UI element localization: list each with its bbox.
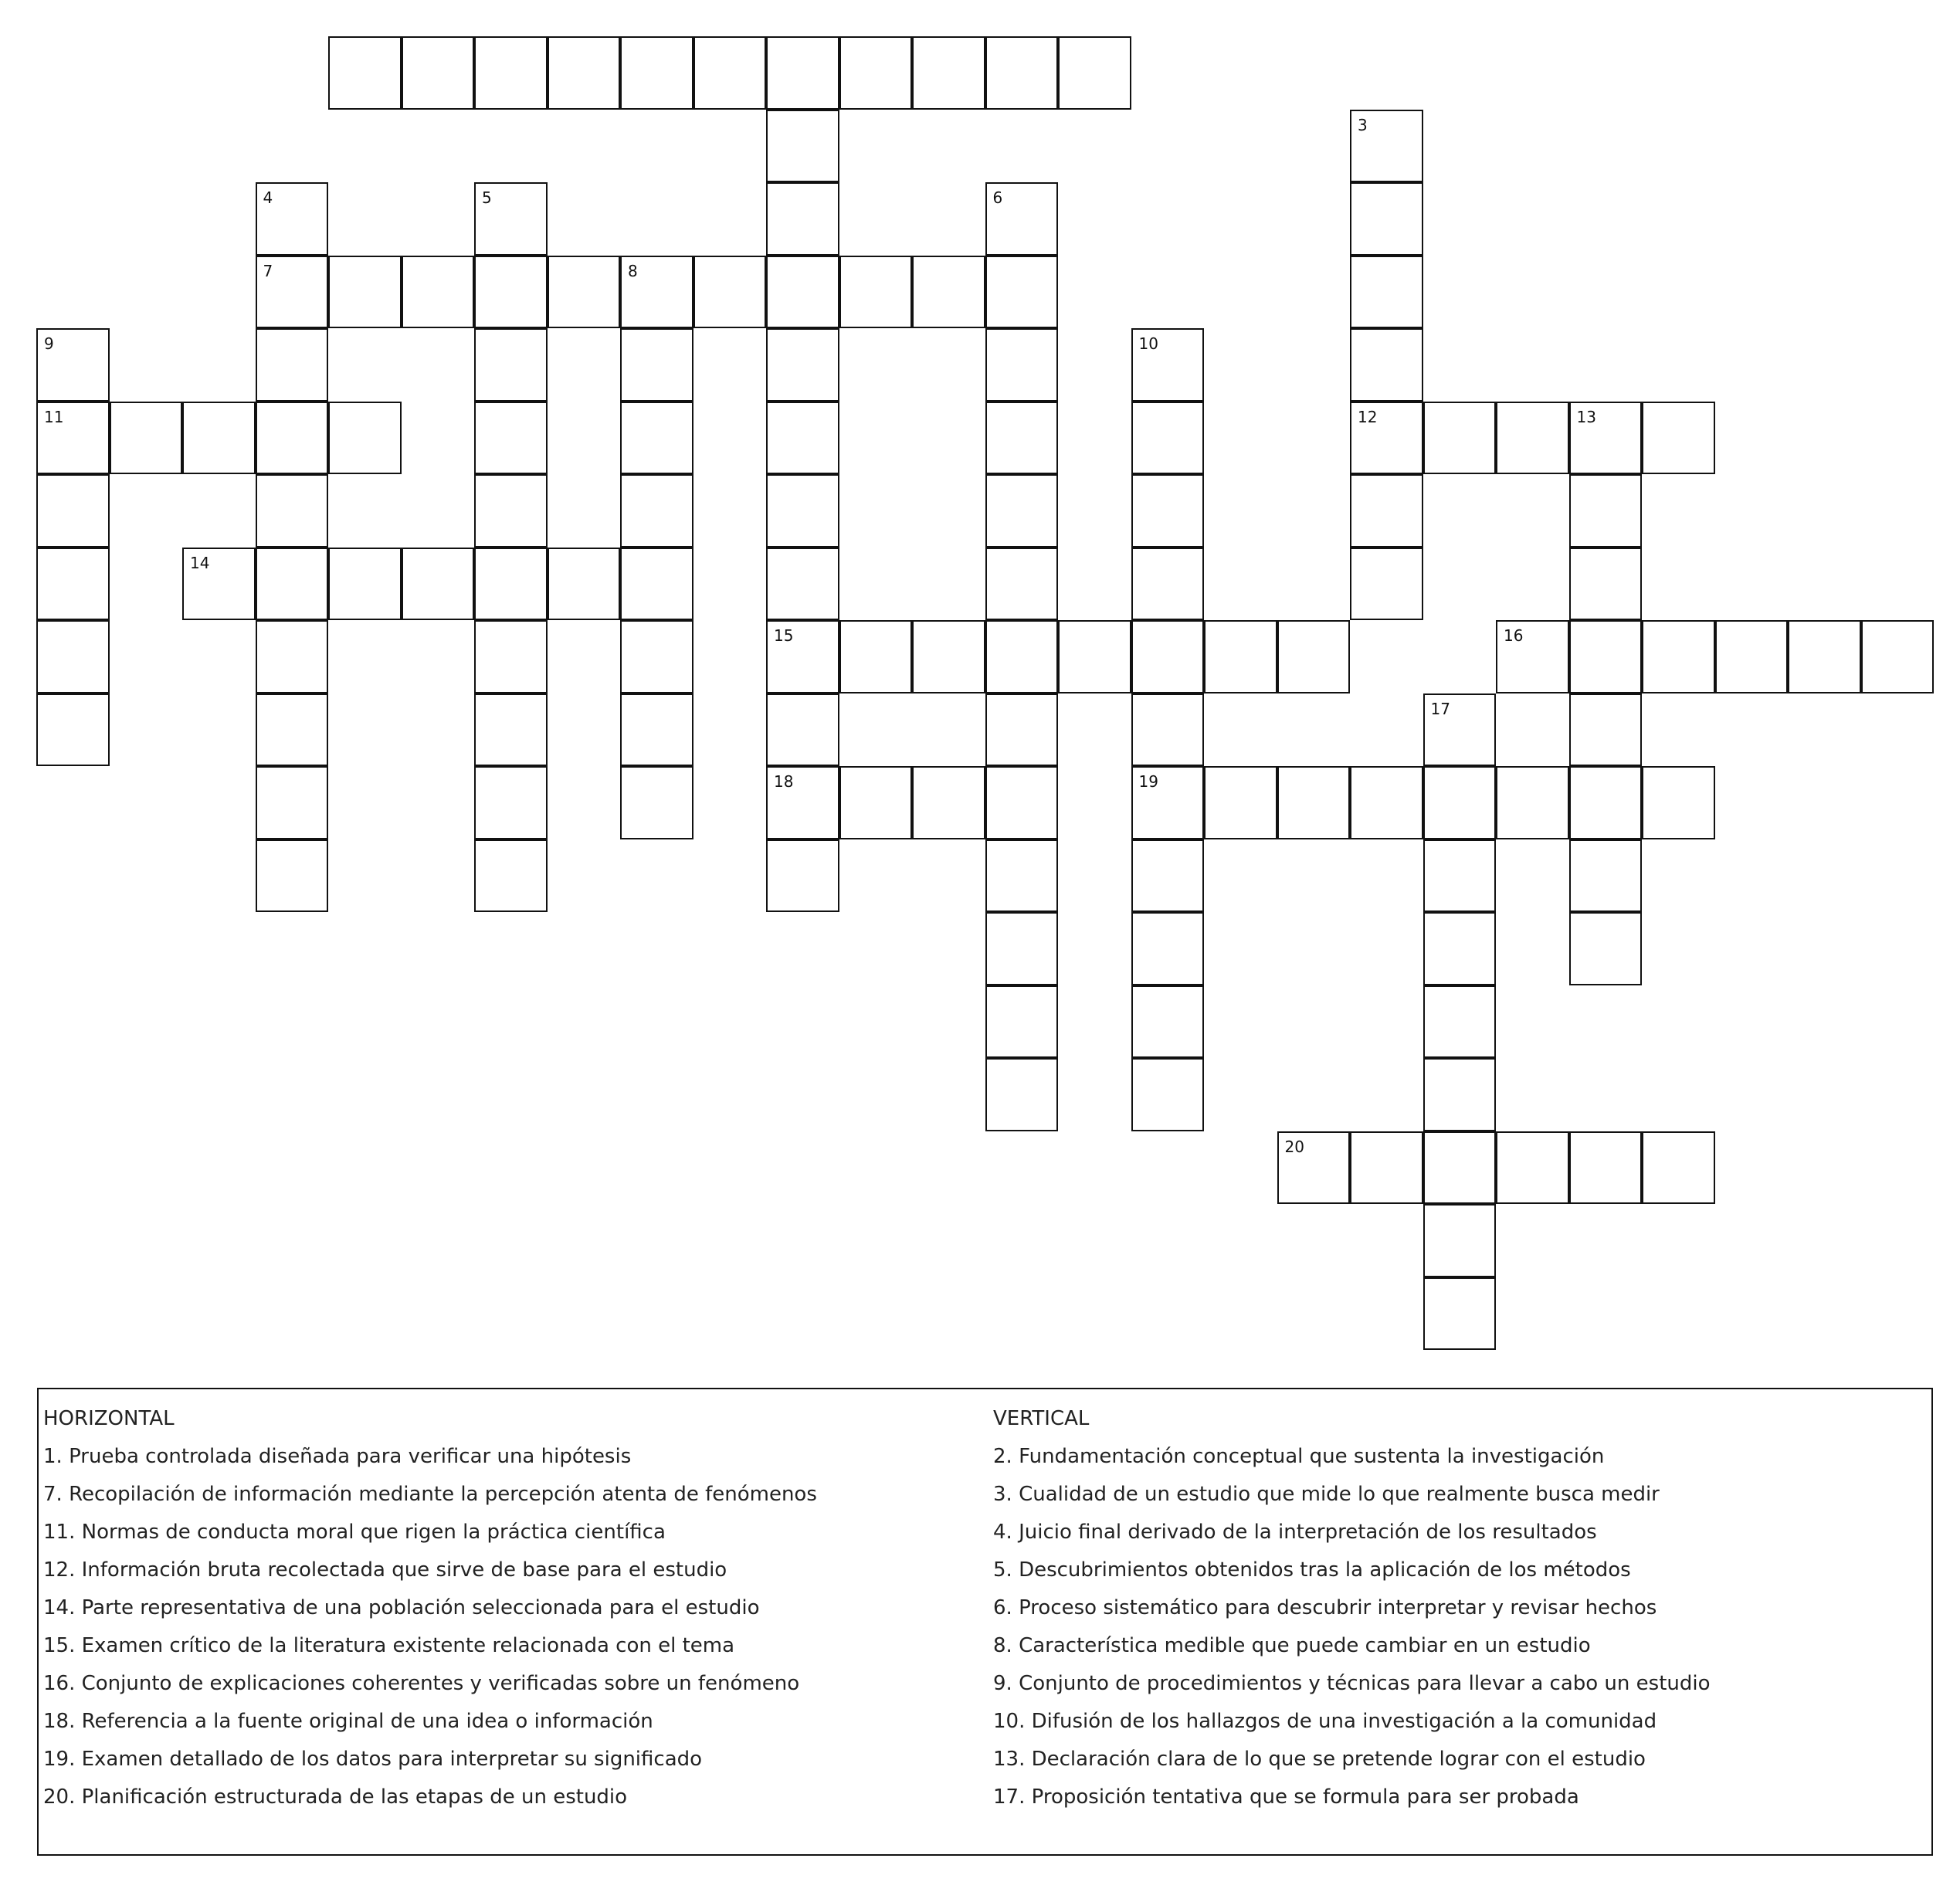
cell-number: 14 [190, 553, 210, 572]
grid-cell[interactable] [1642, 620, 1715, 693]
clue-horizontal-15: 15. Examen crítico de la literatura existente relacionada con el tema [43, 1634, 735, 1657]
grid-cell[interactable] [985, 548, 1059, 621]
grid-cell[interactable] [766, 36, 839, 110]
grid-cell[interactable] [402, 36, 475, 110]
vertical-title: VERTICAL [993, 1407, 1090, 1430]
clue-horizontal-11: 11. Normas de conducta moral que rigen la práctica científica [43, 1521, 666, 1544]
grid-cell[interactable] [912, 620, 985, 693]
grid-cell[interactable] [1569, 548, 1643, 621]
grid-cell[interactable] [912, 36, 985, 110]
cell-number: 3 [1358, 115, 1368, 134]
cell-11[interactable] [36, 402, 110, 475]
grid-cell[interactable] [766, 110, 839, 183]
grid-cell[interactable] [474, 474, 548, 548]
grid-cell[interactable] [1496, 402, 1569, 475]
grid-cell[interactable] [36, 693, 110, 767]
grid-cell[interactable] [620, 328, 693, 402]
cell-number: 10 [1138, 334, 1158, 353]
grid-cell[interactable] [1350, 474, 1423, 548]
grid-cell[interactable] [328, 36, 402, 110]
grid-cell[interactable] [474, 620, 548, 693]
cell-number: 8 [628, 261, 638, 280]
grid-cell[interactable] [912, 256, 985, 329]
grid-cell[interactable] [620, 766, 693, 839]
grid-cell[interactable] [256, 766, 329, 839]
grid-cell[interactable] [1715, 620, 1789, 693]
grid-cell[interactable] [1642, 766, 1715, 839]
grid-cell[interactable] [1861, 620, 1935, 693]
grid-cell[interactable] [1131, 912, 1205, 985]
grid-cell[interactable] [766, 182, 839, 256]
grid-cell[interactable] [1423, 985, 1497, 1059]
grid-cell[interactable] [1058, 36, 1131, 110]
grid-cell[interactable] [1131, 548, 1205, 621]
grid-cell[interactable] [1204, 766, 1277, 839]
clue-vertical-4: 4. Juicio final derivado de la interpretación de los resultados [993, 1521, 1597, 1544]
clue-horizontal-14: 14. Parte representativa de una población seleccionada para el estudio [43, 1596, 760, 1619]
grid-cell[interactable] [985, 839, 1059, 913]
grid-cell[interactable] [548, 256, 621, 329]
cell-10[interactable] [1131, 328, 1205, 402]
grid-cell[interactable] [985, 328, 1059, 402]
grid-cell[interactable] [985, 985, 1059, 1059]
grid-cell[interactable] [1277, 620, 1351, 693]
grid-cell[interactable] [620, 36, 693, 110]
grid-cell[interactable] [1788, 620, 1861, 693]
cell-number: 4 [263, 188, 273, 207]
grid-cell[interactable] [1569, 912, 1643, 985]
clue-horizontal-19: 19. Examen detallado de los datos para interpretar su significado [43, 1748, 703, 1771]
cell-number: 9 [44, 334, 54, 353]
grid-cell[interactable] [985, 766, 1059, 839]
grid-cell[interactable] [620, 693, 693, 767]
grid-cell[interactable] [402, 548, 475, 621]
grid-cell[interactable] [766, 839, 839, 913]
grid-cell[interactable] [256, 328, 329, 402]
horizontal-clues [43, 1400, 985, 1816]
grid-cell[interactable] [985, 912, 1059, 985]
cell-number: 16 [1504, 626, 1524, 645]
clue-vertical-6: 6. Proceso sistemático para descubrir interpretar y revisar hechos [993, 1596, 1657, 1619]
grid-cell[interactable] [328, 548, 402, 621]
grid-cell[interactable] [620, 620, 693, 693]
cell-19[interactable] [1131, 766, 1205, 839]
cell-17[interactable] [1423, 693, 1497, 767]
cell-18[interactable] [766, 766, 839, 839]
grid-cell[interactable] [1350, 766, 1423, 839]
grid-cell[interactable] [1350, 1131, 1423, 1205]
grid-cell[interactable] [1423, 402, 1497, 475]
grid-cell[interactable] [1131, 839, 1205, 913]
grid-cell[interactable] [1350, 256, 1423, 329]
grid-cell[interactable] [1423, 1131, 1497, 1205]
cell-9[interactable] [36, 328, 110, 402]
grid-cell[interactable] [474, 766, 548, 839]
cell-number: 15 [774, 626, 794, 645]
grid-cell[interactable] [1131, 1058, 1205, 1131]
grid-cell[interactable] [766, 256, 839, 329]
grid-cell[interactable] [1350, 328, 1423, 402]
grid-cell[interactable] [985, 402, 1059, 475]
grid-cell[interactable] [766, 474, 839, 548]
grid-cell[interactable] [985, 620, 1059, 693]
grid-cell[interactable] [1058, 620, 1131, 693]
clue-vertical-8: 8. Característica medible que puede cambiar en un estudio [993, 1634, 1591, 1657]
cell-20[interactable] [1277, 1131, 1351, 1205]
clue-horizontal-18: 18. Referencia a la fuente original de una idea o información [43, 1710, 653, 1733]
clue-horizontal-12: 12. Información bruta recolectada que sirve de base para el estudio [43, 1558, 727, 1582]
cell-6[interactable] [985, 182, 1059, 256]
grid-cell[interactable] [1569, 474, 1643, 548]
grid-cell[interactable] [1423, 1277, 1497, 1351]
cell-7[interactable] [256, 256, 329, 329]
grid-cell[interactable] [474, 256, 548, 329]
cell-14[interactable] [182, 548, 256, 621]
grid-cell[interactable] [766, 402, 839, 475]
cell-number: 6 [992, 188, 1003, 207]
grid-cell[interactable] [256, 402, 329, 475]
clues-panel [37, 1388, 1933, 1856]
grid-cell[interactable] [474, 693, 548, 767]
grid-cell[interactable] [256, 693, 329, 767]
grid-cell[interactable] [693, 256, 767, 329]
grid-cell[interactable] [256, 474, 329, 548]
grid-cell[interactable] [693, 36, 767, 110]
grid-cell[interactable] [839, 36, 913, 110]
cell-5[interactable] [474, 182, 548, 256]
clue-vertical-3: 3. Cualidad de un estudio que mide lo que realmente busca medir [993, 1483, 1660, 1506]
clue-horizontal-1: 1. Prueba controlada diseñada para verificar una hipótesis [43, 1445, 632, 1468]
grid-cell[interactable] [912, 766, 985, 839]
clue-vertical-10: 10. Difusión de los hallazgos de una investigación a la comunidad [993, 1710, 1657, 1733]
grid-cell[interactable] [985, 256, 1059, 329]
grid-cell[interactable] [548, 36, 621, 110]
grid-cell[interactable] [1350, 548, 1423, 621]
cell-12[interactable] [1350, 402, 1423, 475]
grid-cell[interactable] [985, 1058, 1059, 1131]
grid-cell[interactable] [1277, 766, 1351, 839]
grid-cell[interactable] [474, 839, 548, 913]
grid-cell[interactable] [1423, 1204, 1497, 1277]
grid-cell[interactable] [1131, 693, 1205, 767]
grid-cell[interactable] [328, 256, 402, 329]
clue-vertical-2: 2. Fundamentación conceptual que sustenta la investigación [993, 1445, 1605, 1468]
cell-16[interactable] [1496, 620, 1569, 693]
grid-cell[interactable] [36, 474, 110, 548]
grid-cell[interactable] [620, 402, 693, 475]
grid-cell[interactable] [36, 548, 110, 621]
cell-number: 20 [1284, 1137, 1304, 1156]
clue-horizontal-20: 20. Planificación estructurada de las etapas de un estudio [43, 1785, 628, 1809]
grid-cell[interactable] [1423, 839, 1497, 913]
grid-cell[interactable] [1569, 693, 1643, 767]
clue-vertical-17: 17. Proposición tentativa que se formula para ser probada [993, 1785, 1579, 1809]
grid-cell[interactable] [1569, 766, 1643, 839]
grid-cell[interactable] [1131, 620, 1205, 693]
cell-number: 11 [44, 407, 64, 426]
cell-number: 7 [263, 261, 273, 280]
clue-horizontal-7: 7. Recopilación de información mediante la percepción atenta de fenómenos [43, 1483, 817, 1506]
grid-cell[interactable] [1569, 1131, 1643, 1205]
cell-8[interactable] [620, 256, 693, 329]
vertical-clues [993, 1400, 1920, 1816]
grid-cell[interactable] [474, 328, 548, 402]
grid-cell[interactable] [1423, 1058, 1497, 1131]
cell-number: 19 [1138, 772, 1158, 791]
grid-cell[interactable] [256, 839, 329, 913]
grid-cell[interactable] [1131, 474, 1205, 548]
grid-cell[interactable] [620, 548, 693, 621]
grid-cell[interactable] [474, 402, 548, 475]
clue-vertical-13: 13. Declaración clara de lo que se pretende lograr con el estudio [993, 1748, 1646, 1771]
grid-cell[interactable] [256, 620, 329, 693]
grid-cell[interactable] [474, 548, 548, 621]
clue-vertical-5: 5. Descubrimientos obtenidos tras la aplicación de los métodos [993, 1558, 1631, 1582]
grid-cell[interactable] [1642, 1131, 1715, 1205]
grid-cell[interactable] [839, 256, 913, 329]
grid-cell[interactable] [1496, 1131, 1569, 1205]
grid-cell[interactable] [548, 548, 621, 621]
cell-number: 13 [1576, 407, 1596, 426]
grid-cell[interactable] [985, 474, 1059, 548]
grid-cell[interactable] [110, 402, 183, 475]
clue-vertical-9: 9. Conjunto de procedimientos y técnicas para llevar a cabo un estudio [993, 1672, 1711, 1695]
grid-cell[interactable] [766, 693, 839, 767]
clue-horizontal-16: 16. Conjunto de explicaciones coherentes y verificadas sobre un fenómeno [43, 1672, 800, 1695]
cell-3[interactable] [1350, 110, 1423, 183]
grid-cell[interactable] [985, 693, 1059, 767]
grid-cell[interactable] [36, 620, 110, 693]
grid-cell[interactable] [1569, 620, 1643, 693]
grid-cell[interactable] [1423, 912, 1497, 985]
cell-15[interactable] [766, 620, 839, 693]
grid-cell[interactable] [1131, 402, 1205, 475]
grid-cell[interactable] [839, 620, 913, 693]
cell-number: 17 [1430, 699, 1450, 718]
grid-cell[interactable] [182, 402, 256, 475]
grid-cell[interactable] [839, 766, 913, 839]
horizontal-title: HORIZONTAL [43, 1407, 175, 1430]
grid-cell[interactable] [402, 256, 475, 329]
grid-cell[interactable] [1423, 766, 1497, 839]
grid-cell[interactable] [1204, 620, 1277, 693]
grid-cell[interactable] [1350, 182, 1423, 256]
grid-cell[interactable] [985, 36, 1059, 110]
grid-cell[interactable] [328, 402, 402, 475]
grid-cell[interactable] [620, 474, 693, 548]
grid-cell[interactable] [1569, 839, 1643, 913]
cell-number: 18 [774, 772, 794, 791]
grid-cell[interactable] [1642, 402, 1715, 475]
grid-cell[interactable] [766, 328, 839, 402]
cell-4[interactable] [256, 182, 329, 256]
cell-number: 12 [1358, 407, 1378, 426]
grid-cell[interactable] [474, 36, 548, 110]
grid-cell[interactable] [256, 548, 329, 621]
grid-cell[interactable] [1496, 766, 1569, 839]
grid-cell[interactable] [1131, 985, 1205, 1059]
grid-cell[interactable] [766, 548, 839, 621]
cell-13[interactable] [1569, 402, 1643, 475]
cell-number: 5 [482, 188, 492, 207]
